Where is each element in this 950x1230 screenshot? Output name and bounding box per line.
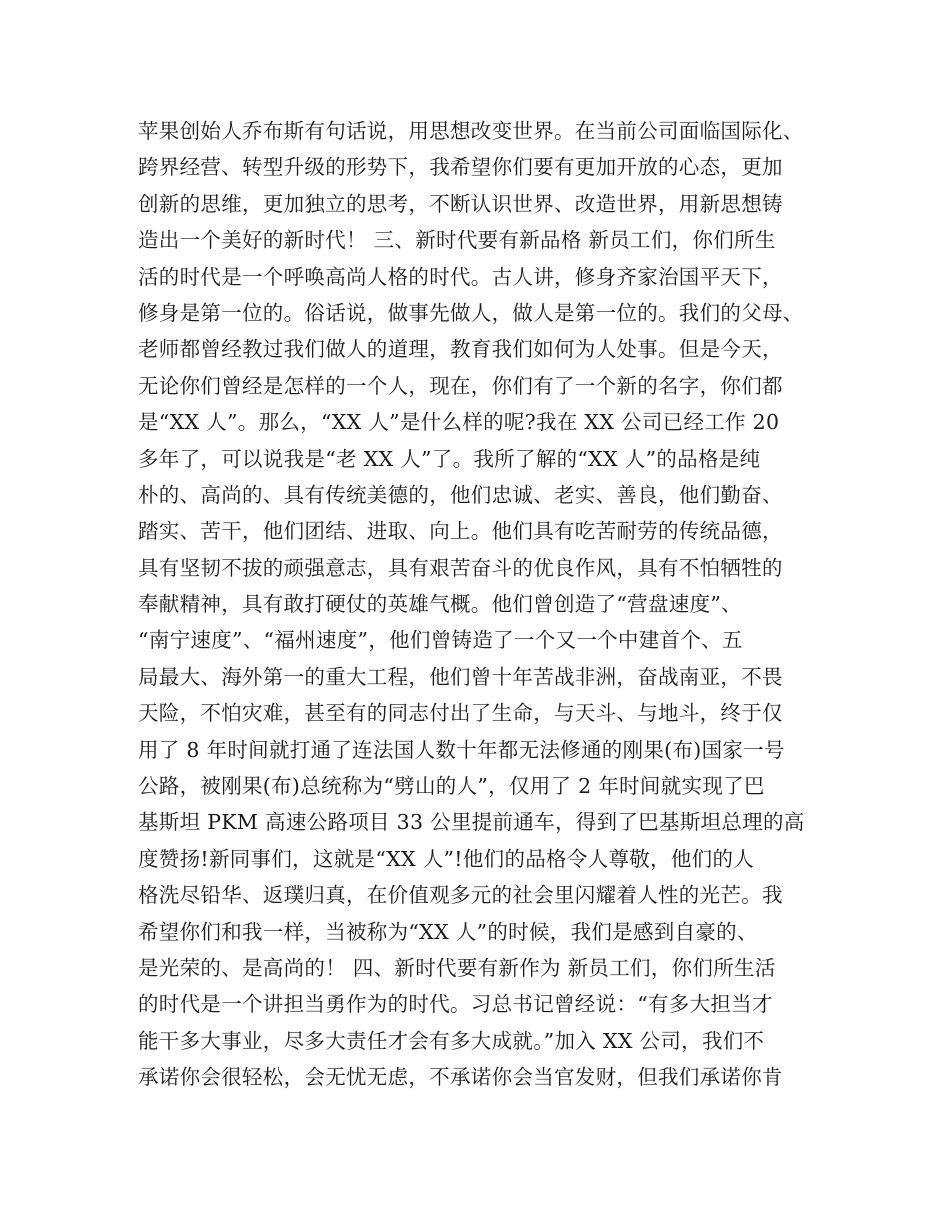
text-line: 创新的思维，更加独立的思考，不断认识世界、改造世界，用新思想铸 (138, 191, 783, 216)
text-line: 修身是第一位的。俗话说，做事先做人，做人是第一位的。我们的父母、 (138, 300, 804, 325)
text-line: 局最大、海外第一的重大工程，他们曾十年苦战非洲，奋战南亚，不畏 (138, 664, 783, 689)
text-line: 度赞扬!新同事们，这就是“XX 人”!他们的品格令人尊敬，他们的人 (138, 846, 755, 871)
text-line: 造出一个美好的新时代！ 三、新时代要有新品格 新员工们，你们所生 (138, 228, 776, 253)
text-line: 奉献精神，具有敢打硬仗的英雄气概。他们曾创造了“营盘速度”、 (138, 592, 742, 617)
text-line: 老师都曾经教过我们做人的道理，教育我们如何为人处事。但是今天， (138, 337, 783, 362)
text-line: 基斯坦 PKM 高速公路项目 33 公里提前通车，得到了巴基斯坦总理的高 (138, 810, 805, 835)
text-line: 希望你们和我一样，当被称为“XX 人”的时候，我们是感到自豪的、 (138, 919, 758, 944)
text-line: 格洗尽铅华、返璞归真，在价值观多元的社会里闪耀着人性的光芒。我 (138, 883, 783, 908)
text-line: 公路，被刚果(布)总统称为“劈山的人”，仅用了 2 年时间就实现了巴 (138, 774, 765, 799)
text-line: 承诺你会很轻松，会无忧无虑，不承诺你会当官发财，但我们承诺你肯 (138, 1065, 783, 1090)
text-line: 苹果创始人乔布斯有句话说，用思想改变世界。在当前公司面临国际化、 (138, 119, 804, 143)
text-line: 是光荣的、是高尚的！ 四、新时代要有新作为 新员工们，你们所生活 (138, 955, 776, 980)
text-line: 朴的、高尚的、具有传统美德的，他们忠诚、老实、善良，他们勤奋、 (138, 482, 783, 507)
text-line: “南宁速度”、“福州速度”，他们曾铸造了一个又一个中建首个、五 (138, 628, 743, 653)
text-line: 活的时代是一个呼唤高尚人格的时代。古人讲，修身齐家治国平天下， (138, 264, 783, 289)
text-line: 用了 8 年时间就打通了连法国人数十年都无法修通的刚果(布)国家一号 (138, 737, 785, 762)
text-line: 踏实、苦干，他们团结、进取、向上。他们具有吃苦耐劳的传统品德， (138, 519, 783, 544)
text-line: 无论你们曾经是怎样的一个人，现在，你们有了一个新的名字，你们都 (138, 373, 783, 398)
body-text (138, 113, 828, 1096)
text-line: 的时代是一个讲担当勇作为的时代。习总书记曾经说：“有多大担当才 (138, 992, 773, 1017)
text-line: 多年了，可以说我是“老 XX 人”了。我所了解的“XX 人”的品格是纯 (138, 446, 761, 471)
text-line: 天险，不怕灾难，甚至有的同志付出了生命，与天斗、与地斗，终于仅 (138, 701, 783, 726)
text-line: 是“XX 人”。那么，“XX 人”是什么样的呢?我在 XX 公司已经工作 20 (138, 410, 780, 435)
text-line: 具有坚韧不拔的顽强意志，具有艰苦奋斗的优良作风，具有不怕牺牲的 (138, 555, 783, 580)
text-line: 能干多大事业，尽多大责任才会有多大成就。”加入 XX 公司，我们不 (138, 1028, 765, 1053)
text-line: 跨界经营、转型升级的形势下，我希望你们要有更加开放的心态，更加 (138, 155, 783, 180)
